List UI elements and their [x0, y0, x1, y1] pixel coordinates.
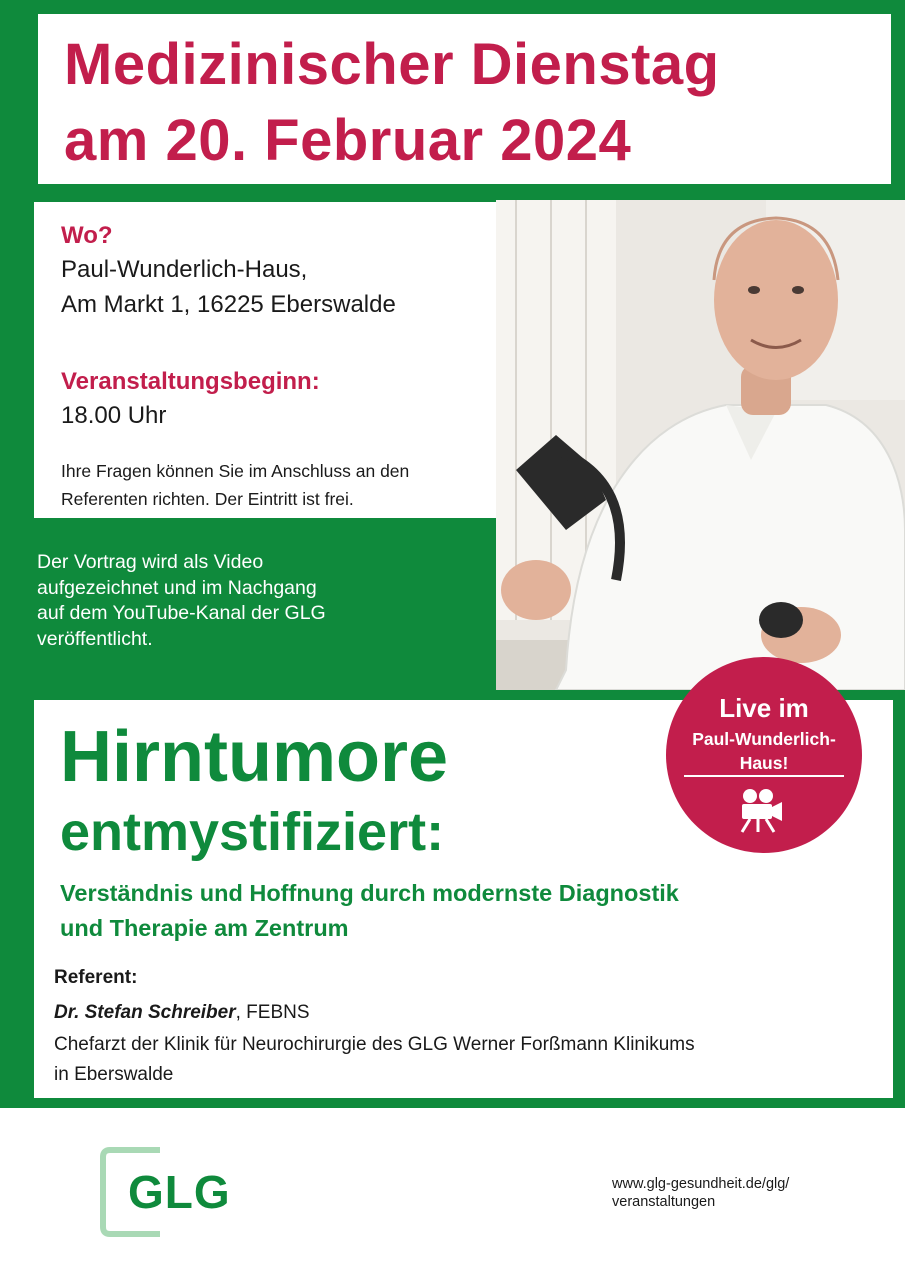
glg-logo-text: GLG: [128, 1166, 231, 1218]
speaker-photo: [496, 200, 905, 690]
topic-subtitle: [60, 876, 679, 946]
where-label: Wo?: [61, 222, 113, 249]
glg-logo: [100, 1147, 250, 1237]
title-box: [38, 14, 891, 184]
admission-note: [61, 457, 409, 513]
footer-url-line-2: veranstaltungen: [612, 1194, 716, 1210]
speaker-suffix: , FEBNS: [235, 1002, 310, 1023]
speaker-label: Referent:: [54, 967, 138, 988]
footer-url: [612, 1175, 789, 1211]
where-line-2: Am Markt 1, 16225 Eberswalde: [61, 291, 396, 318]
video-note-line-4: veröffentlicht.: [37, 627, 153, 650]
speaker-photo-illustration: [496, 200, 905, 690]
live-badge: [666, 657, 862, 853]
footer-url-line-1: www.glg-gesundheit.de/glg/: [612, 1176, 790, 1192]
topic-headline-1: Hirntumore: [60, 717, 449, 797]
topic-subtitle-line-2: und Therapie am Zentrum: [60, 915, 349, 941]
video-note-line-1: Der Vortrag wird als Video: [37, 551, 264, 573]
start-time: 18.00 Uhr: [61, 402, 167, 429]
live-badge-divider: [684, 775, 844, 777]
event-info-box: [34, 202, 496, 518]
video-note-line-2: aufgezeichnet und im Nachgang: [37, 576, 317, 599]
video-camera-icon: [736, 787, 786, 833]
admission-note-line-2: Referenten richten. Der Eintritt ist frei.: [61, 489, 354, 509]
page-title-line-2: am 20. Februar 2024: [64, 108, 632, 173]
start-label: Veranstaltungsbeginn:: [61, 368, 320, 395]
speaker-role-line-1: Chefarzt der Klinik für Neurochirurgie des GLG Werner Forßmann Klinikums: [54, 1034, 695, 1055]
page-title-line-1: Medizinischer Dienstag: [64, 32, 720, 97]
video-note-line-3: auf dem YouTube-Kanal der GLG: [37, 602, 326, 624]
live-badge-line-2: [666, 727, 862, 775]
topic-headline-2: entmystifiziert:: [60, 802, 445, 862]
video-recording-note: [37, 550, 326, 652]
live-badge-line-2b: Haus!: [739, 753, 789, 773]
topic-subtitle-line-1: Verständnis und Hoffnung durch modernste Diagnostik: [60, 880, 679, 906]
live-badge-line-1: Live im: [719, 693, 809, 723]
admission-note-line-1: Ihre Fragen können Sie im Anschluss an den: [61, 461, 410, 481]
speaker-name-line: [54, 1000, 310, 1026]
speaker-name: Dr. Stefan Schreiber: [54, 1002, 236, 1023]
speaker-role-line-2: in Eberswalde: [54, 1064, 174, 1085]
live-badge-line-2a: Paul-Wunderlich-: [692, 729, 836, 749]
where-line-1: Paul-Wunderlich-Haus,: [61, 256, 308, 283]
